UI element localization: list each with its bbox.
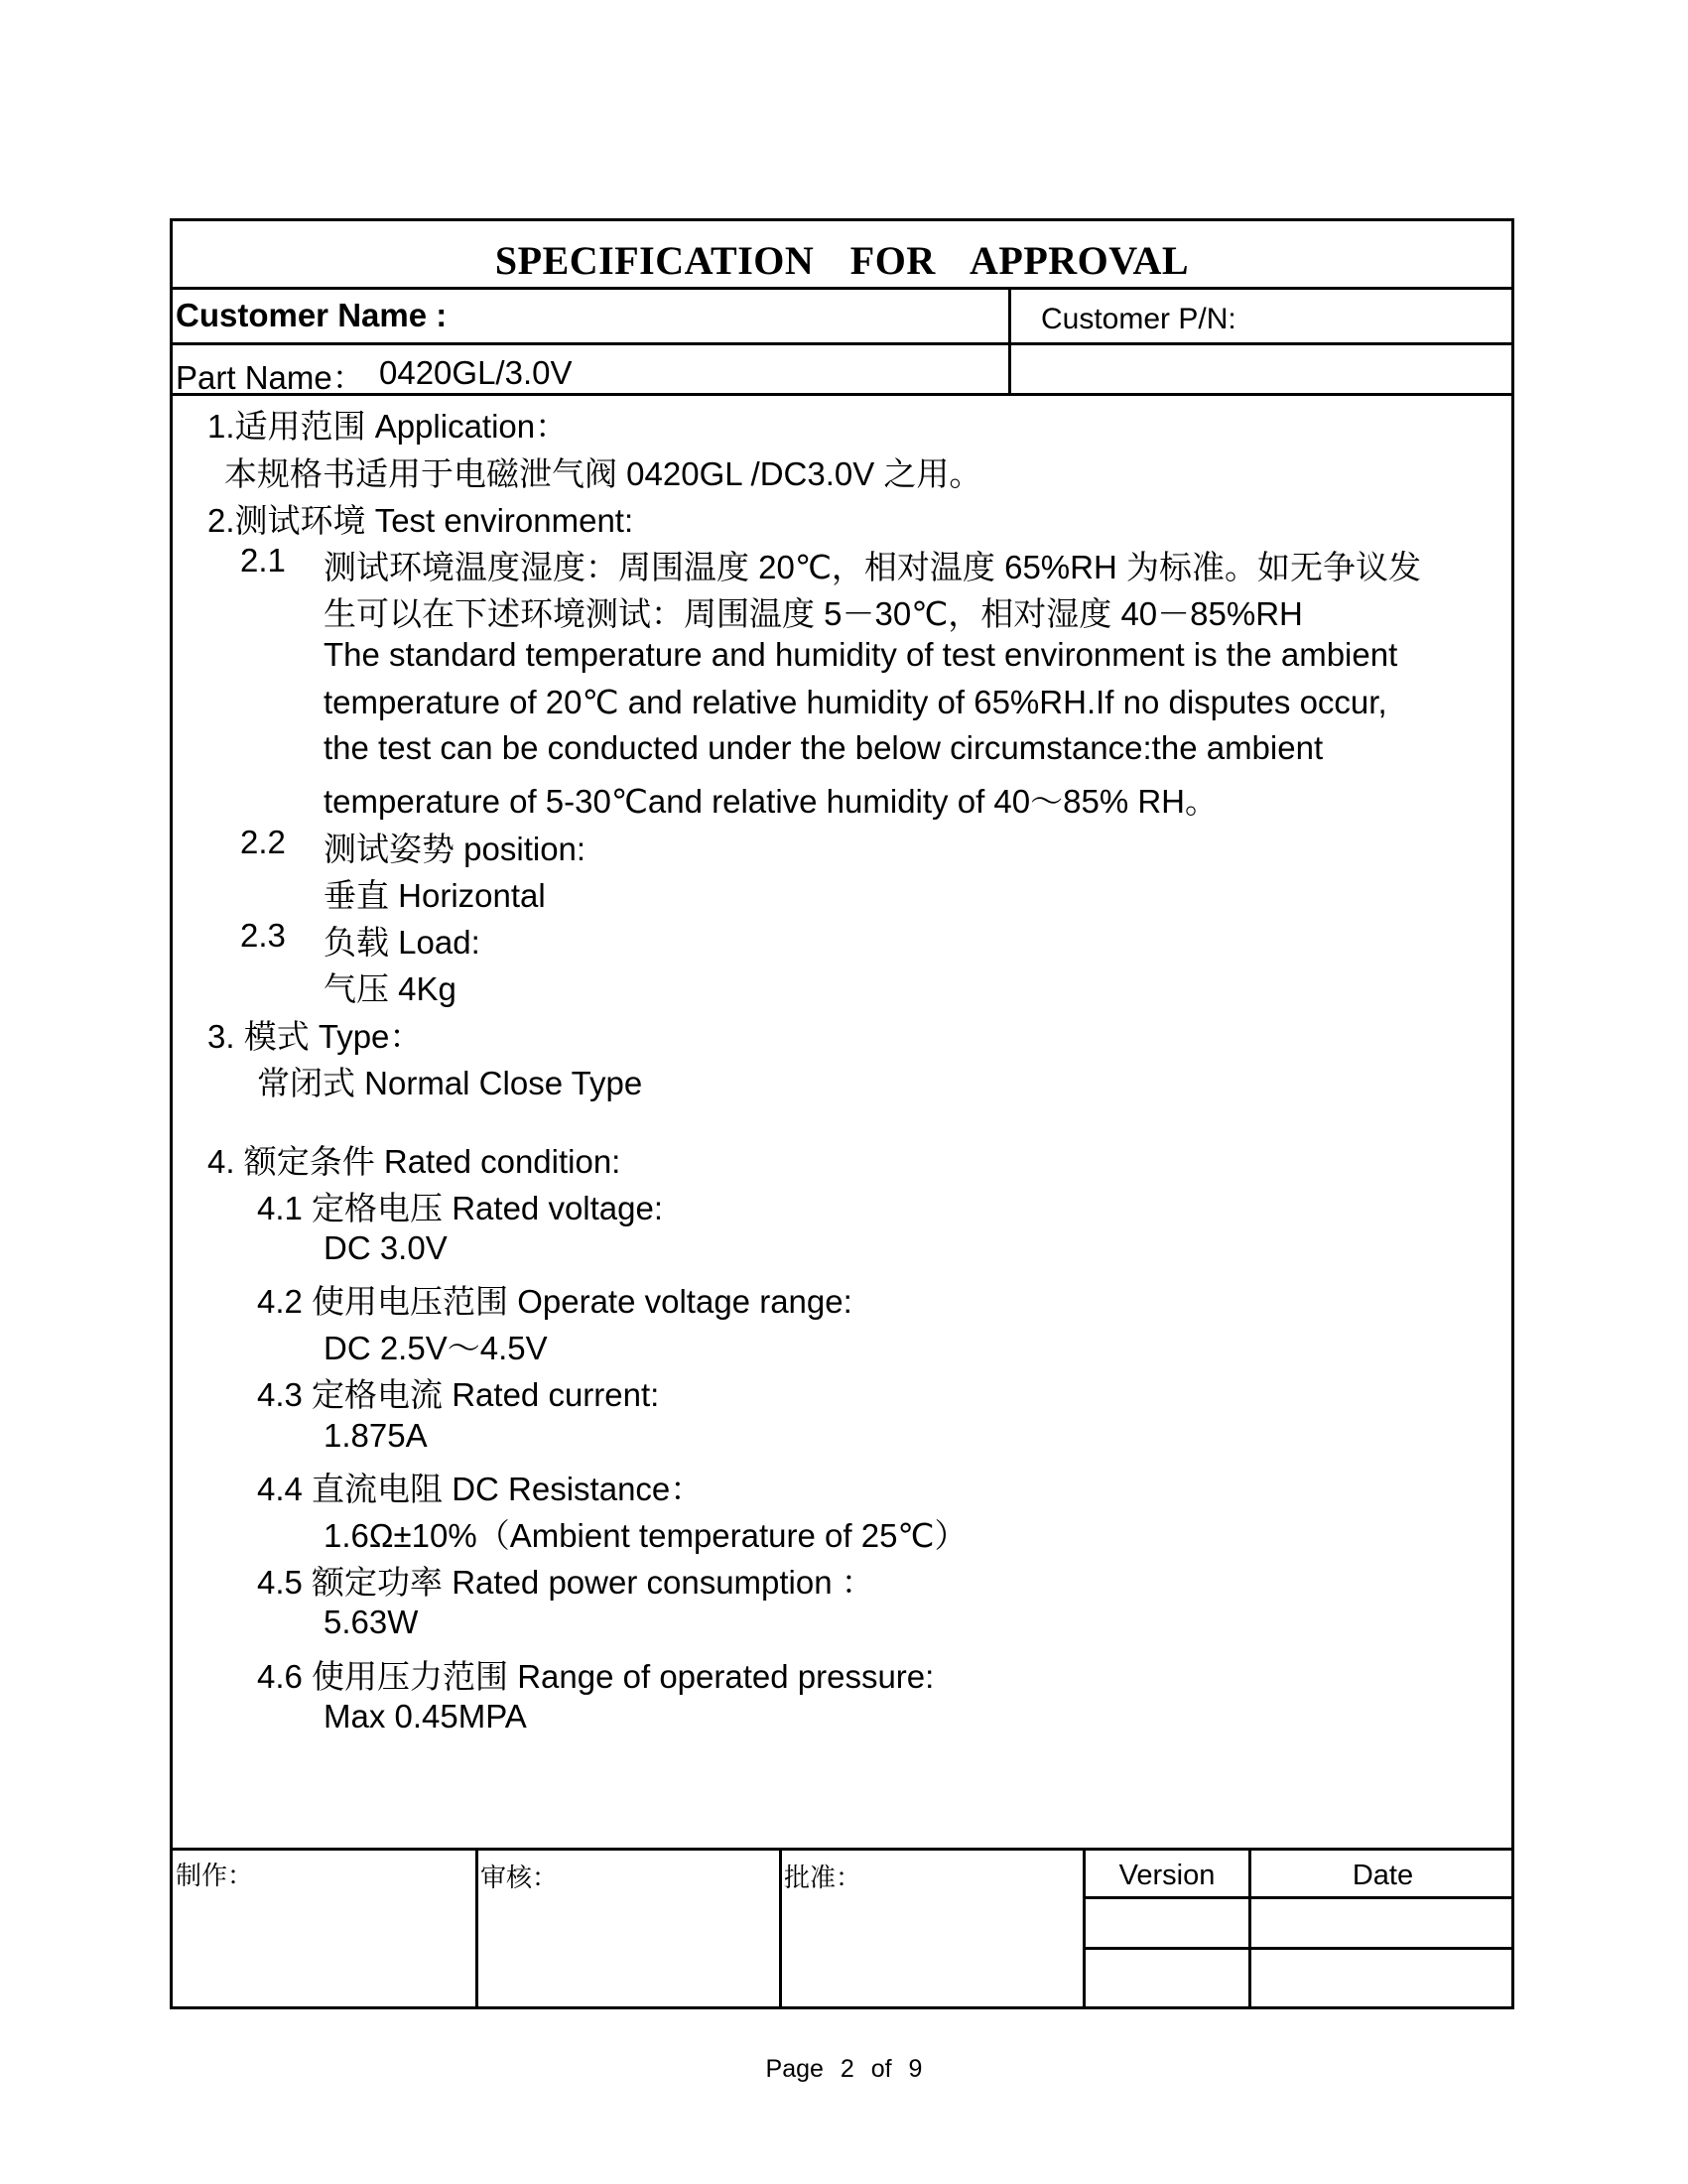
- divider: [1083, 1896, 1511, 1899]
- section-4-4-value: 1.6Ω±10%（Ambient temperature of 25℃）: [324, 1517, 968, 1554]
- divider: [173, 393, 1511, 396]
- section-4-5: 4.5 额定功率 Rated power consumption ：: [257, 1564, 874, 1601]
- section-4-5-value: 5.63W: [324, 1604, 419, 1640]
- reviewed-by-label: 审核：: [480, 1863, 559, 1892]
- divider: [475, 1848, 478, 2009]
- date-header: Date: [1352, 1860, 1414, 1891]
- made-by-label: 制作：: [176, 1861, 254, 1890]
- divider: [779, 1848, 782, 2009]
- part-name-value: 0420GL/3.0V: [379, 354, 573, 391]
- section-3-value: 常闭式 Normal Close Type: [257, 1065, 643, 1101]
- approved-by-label: 批准：: [784, 1863, 862, 1892]
- section-2-2-value: 垂直 Horizontal: [324, 877, 546, 914]
- divider: [173, 342, 1511, 345]
- page-number: Page 2 of 9: [765, 2055, 923, 2083]
- section-4-4: 4.4 直流电阻 DC Resistance：: [257, 1471, 704, 1507]
- customer-pn-label: Customer P/N:: [1041, 303, 1236, 335]
- section-4-3: 4.3 定格电流 Rated current:: [257, 1376, 660, 1413]
- section-2-2-label: 测试姿势 position:: [324, 831, 586, 867]
- document-title: SPECIFICATION FOR APPROVAL: [494, 238, 1190, 283]
- divider: [1083, 1947, 1511, 1950]
- section-4-heading: 4. 额定条件 Rated condition:: [207, 1143, 621, 1180]
- part-name-label: Part Name：: [176, 359, 365, 396]
- section-4-1-value: DC 3.0V: [324, 1229, 448, 1266]
- section-2-1-line: 生可以在下述环境测试：周围温度 5－30℃，相对湿度 40－85%RH: [324, 595, 1303, 632]
- section-2-3-label: 负载 Load:: [324, 924, 480, 961]
- section-1-text: 本规格书适用于电磁泄气阀 0420GL /DC3.0V 之用。: [224, 455, 982, 492]
- section-4-2: 4.2 使用电压范围 Operate voltage range:: [257, 1283, 852, 1320]
- divider: [1008, 287, 1011, 396]
- customer-name-label: Customer Name :: [176, 297, 448, 333]
- version-header: Version: [1118, 1860, 1216, 1891]
- section-2-2-number: 2.2: [240, 824, 286, 860]
- section-2-1-english: the test can be conducted under the below circumstance:the ambient: [324, 729, 1324, 766]
- section-4-2-value: DC 2.5V～4.5V: [324, 1330, 548, 1366]
- section-2-3-number: 2.3: [240, 917, 286, 954]
- section-2-1-english: temperature of 5-30℃and relative humidity of 40～85% RH。: [324, 783, 1218, 820]
- section-2-heading: 2.测试环境 Test environment:: [207, 502, 634, 539]
- section-4-6: 4.6 使用压力范围 Range of operated pressure:: [257, 1658, 935, 1695]
- section-1-heading: 1.适用范围 Application：: [207, 408, 569, 445]
- section-4-1: 4.1 定格电压 Rated voltage:: [257, 1190, 664, 1226]
- spec-sheet: [170, 218, 1514, 2009]
- section-4-6-value: Max 0.45MPA: [324, 1698, 527, 1734]
- section-2-1-line: 测试环境温度湿度：周围温度 20℃，相对温度 65%RH 为标准。如无争议发: [324, 549, 1421, 585]
- section-2-1-english: The standard temperature and humidity of test environment is the ambient: [324, 636, 1398, 673]
- section-2-1-number: 2.1: [240, 542, 286, 578]
- signoff-divider: [173, 1848, 1511, 1851]
- divider: [173, 287, 1511, 290]
- section-2-1-english: temperature of 20℃ and relative humidity of 65%RH.If no disputes occur,: [324, 684, 1387, 720]
- section-4-3-value: 1.875A: [324, 1417, 428, 1454]
- section-2-3-value: 气压 4Kg: [324, 970, 456, 1007]
- section-3-heading: 3. 模式 Type：: [207, 1018, 423, 1055]
